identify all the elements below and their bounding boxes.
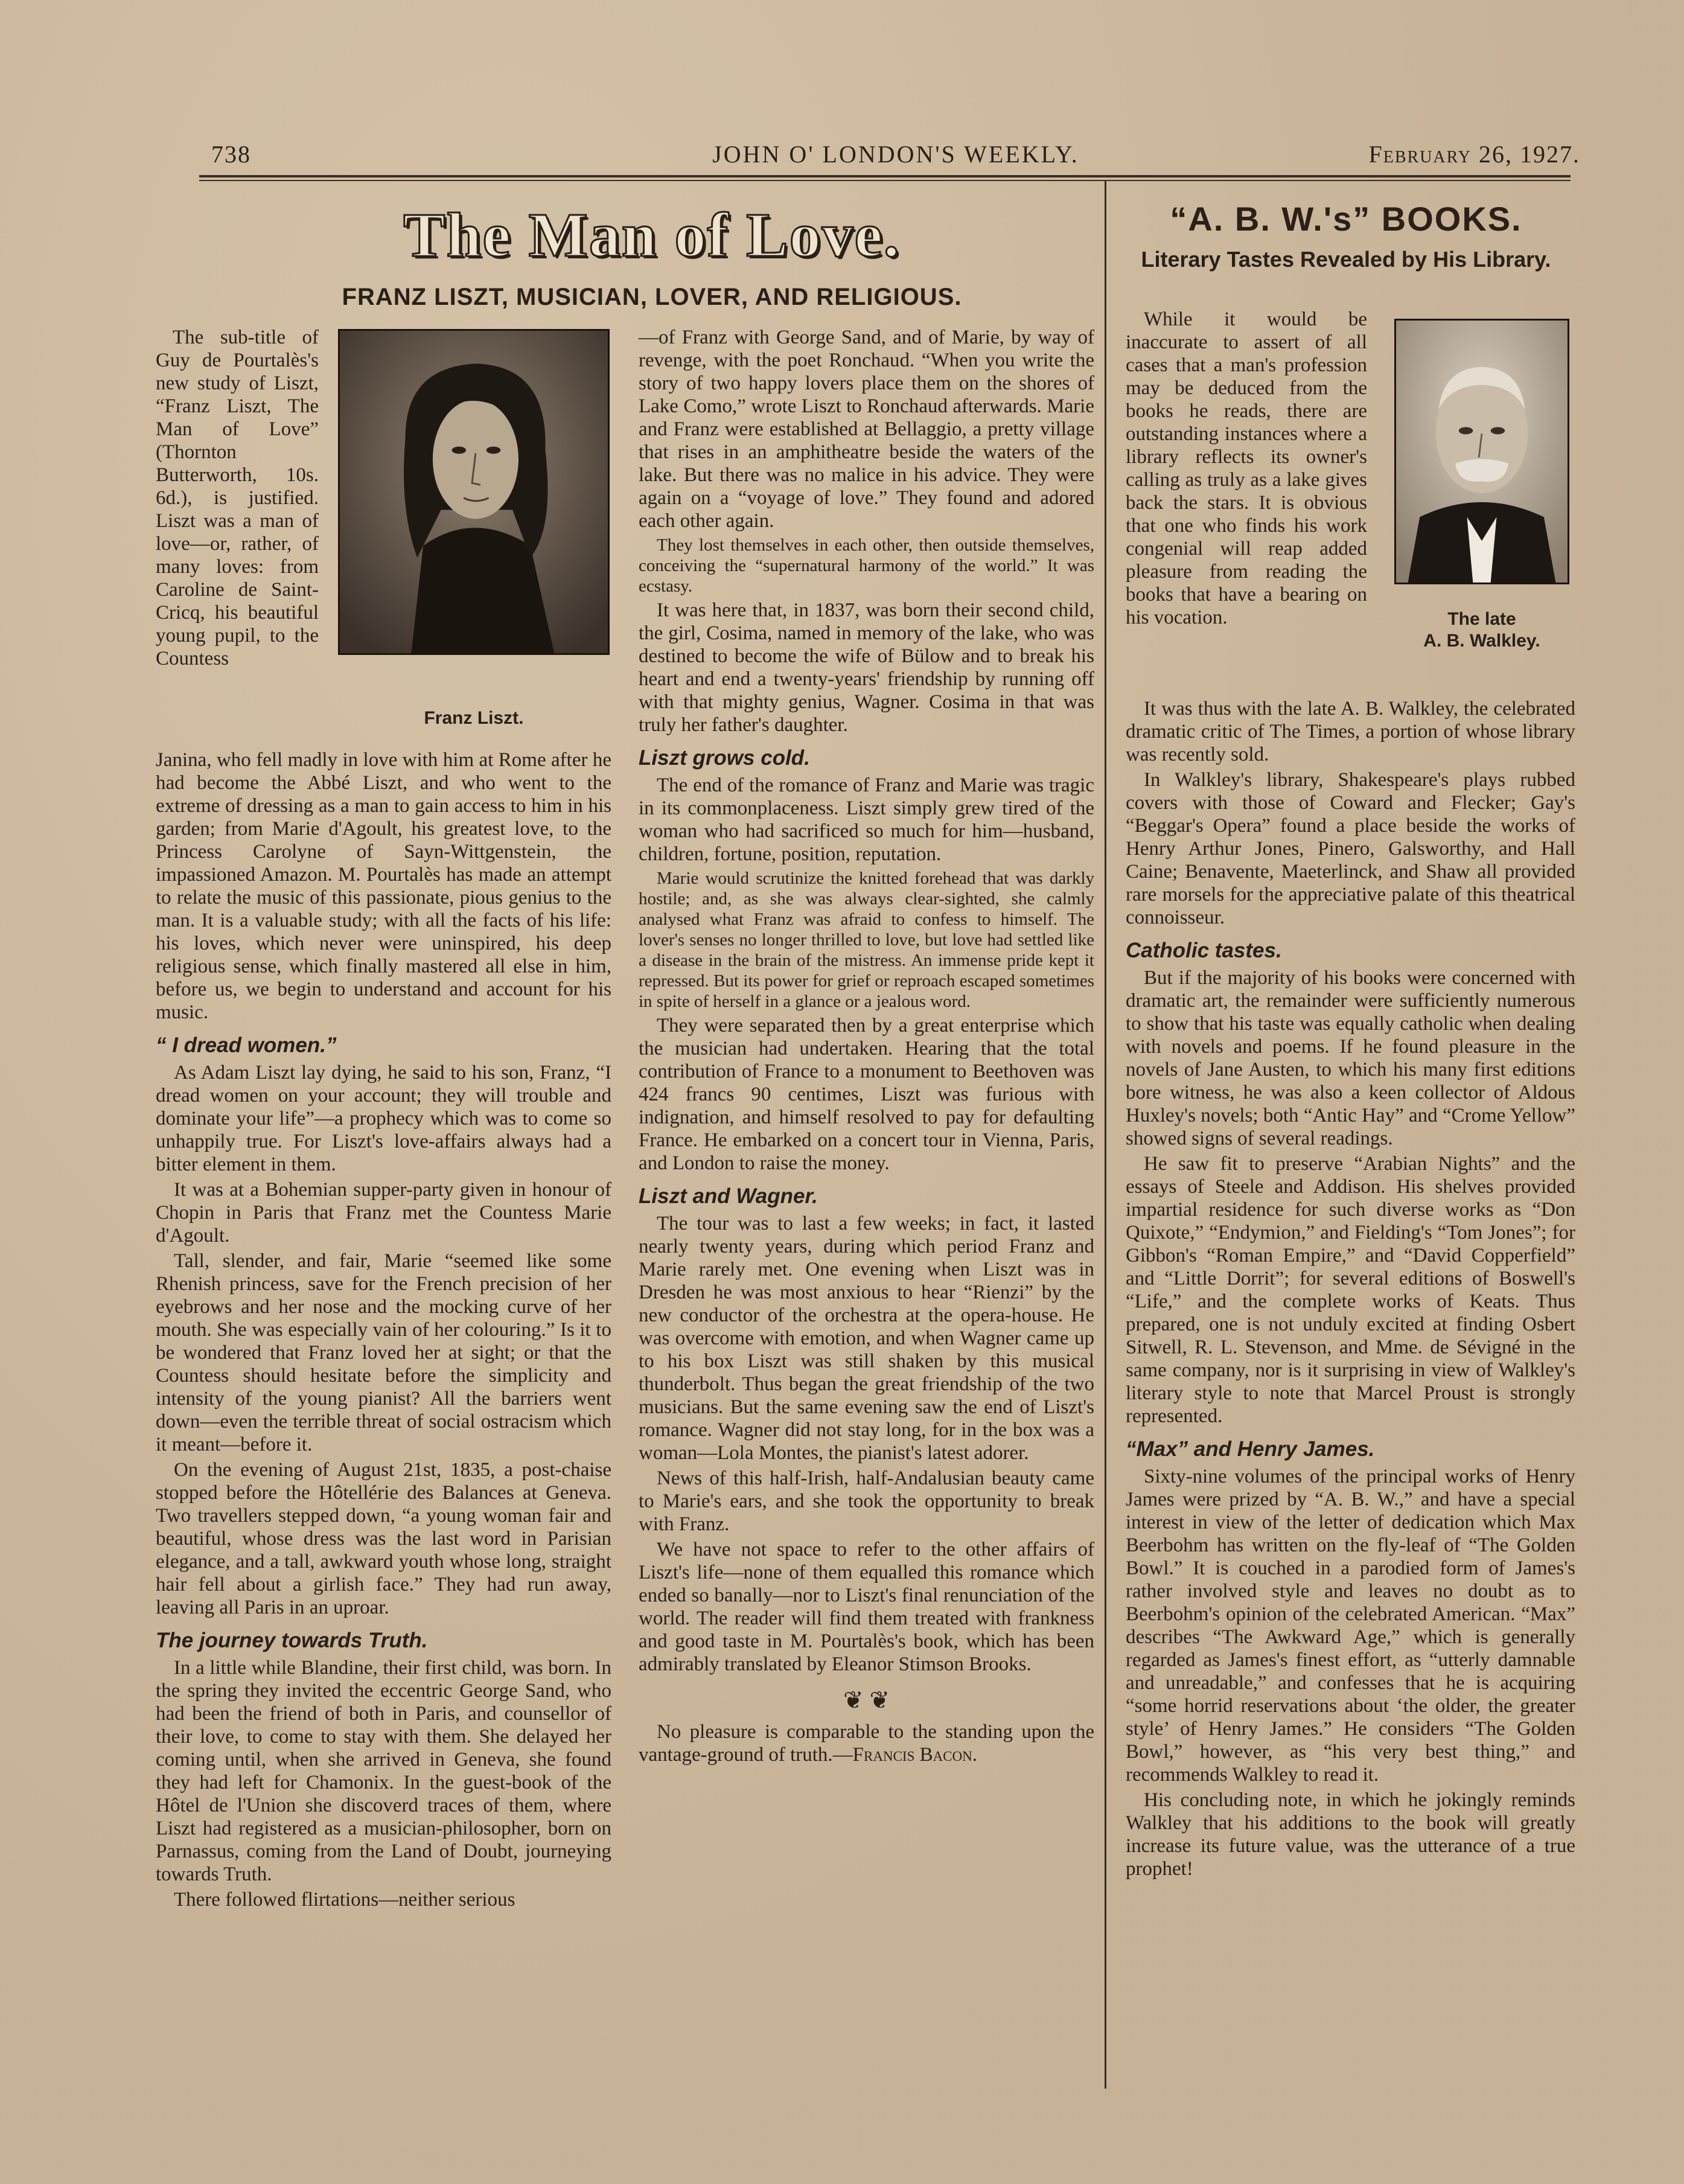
publication-name: JOHN O' LONDON'S WEEKLY.	[712, 141, 1079, 168]
liszt-caption: Franz Liszt.	[424, 708, 524, 728]
page-number: 738	[211, 141, 251, 168]
subheading-dread-women: “ I dread women.”	[156, 1033, 337, 1057]
article-paragraph: They lost themselves in each other, then outside themselves, conceiving the “supernatural harmony of the world.” It was ecstasy.	[639, 535, 1094, 596]
sidebar-subtitle: Literary Tastes Revealed by His Library.	[1141, 247, 1551, 272]
article-title: The Man of Love.	[403, 200, 901, 270]
subheading-liszt-wagner: Liszt and Wagner.	[639, 1184, 818, 1208]
article-subtitle: FRANZ LISZT, MUSICIAN, LOVER, AND RELIGIOUS.	[342, 284, 962, 310]
liszt-portrait	[338, 329, 610, 655]
quote-text: No pleasure is comparable to the standing upon the vantage-ground of truth.—	[639, 1721, 1094, 1766]
walkley-caption-line2: A. B. Walkley.	[1423, 631, 1540, 651]
walkley-caption-line1: The late	[1447, 609, 1516, 629]
sidebar-lead-paragraph: While it would be inaccurate to assert of all cases that a man's profession may be deduced from the books he reads, there are outstanding instances where a library reflects its owner's calling as truly as a lake gives back the stars. It is obvious that one who finds his work congenial will reap added pleasure from reading the books that have a bearing on his vocation.	[1126, 308, 1367, 628]
article-paragraph: The tour was to last a few weeks; in fact, it lasted nearly twenty years, during which period Franz and Marie rarely met. One evening when Liszt was in Dresden he was most anxious to hear “Rienzi” by the new conductor of the orchestra at the opera-house. He was overcome with emotion, and when Wagner came up to his box Liszt was still shaken by this musical thunderbolt. Thus began the great friendship of the two musicians. But the same evening saw the end of Liszt's romance. Wagner did not stay long, for in the box was a woman—Lola Montes, the pianist's latest adorer.	[639, 1213, 1094, 1464]
article-col2	[639, 326, 1094, 1769]
article-paragraph: In a little while Blandine, their first child, was born. In the spring they invited the eccentric George Sand, who had been the friend of both in Paris, and counsellor of their love, to come to stay with them. She delayed her coming until, when she arrived in Geneva, she found they had left for Chamonix. In the guest-book of the Hôtel de l'Union she discoverd traces of them, where Liszt had registered as a musician-philosopher, born on Parnassus, coming from the Land of Doubt, journeying towards Truth.	[156, 1657, 611, 1885]
masthead	[211, 140, 1580, 176]
article-paragraph: The end of the romance of Franz and Marie was tragic in its commonplaceness. Liszt simply grew tired of the woman who had sacrificed so much for him—husband, children, fortune, position, reputation.	[639, 774, 1094, 865]
article-lead-paragraph: The sub-title of Guy de Pourtalès's new study of Liszt, “Franz Liszt, The Man of Love” (Thornton Butterworth, 10s. 6d.), is justified. Liszt was a man of love—or, rather, of many loves: from Caroline de Saint-Cricq, his beautiful young pupil, to the Countess	[156, 327, 319, 669]
article-paragraph: On the evening of August 21st, 1835, a post-chaise stopped before the Hôtellérie des Balances at Geneva. Two travellers stepped down, “a young woman fair and beautiful, whose dress was the last word in Parisian elegance, and a tall, awkward youth whose long, straight hair fell about a girlish face.” They had run away, leaving all Paris in an uproar.	[156, 1459, 611, 1618]
walkley-caption	[1382, 608, 1581, 652]
sidebar-col	[1126, 697, 1575, 1883]
sidebar-paragraph: It was thus with the late A. B. Walkley, the celebrated dramatic critic of The Times, a portion of whose library was recently sold.	[1126, 698, 1575, 765]
article-paragraph: News of this half-Irish, half-Andalusian beauty came to Marie's ears, and she took the opportunity to break with Franz.	[639, 1467, 1094, 1535]
subheading-grows-cold: Liszt grows cold.	[639, 746, 810, 770]
article-paragraph: Marie would scrutinize the knitted forehead that was darkly hostile; and, as she was always clear-sighted, she calmly analysed what Franz was afraid to confess to himself. The lover's senses no longer thrilled to love, but love had settled like a disease in the brain of the mistress. An immense pride kept it repressed. But its power for grief or reproach escaped sometimes in spite of herself in a glance or a jealous word.	[639, 869, 1094, 1011]
subheading-catholic-tastes: Catholic tastes.	[1126, 939, 1282, 962]
article-paragraph: There followed flirtations—neither serious	[174, 1889, 515, 1911]
sidebar-title: “A. B. W.'s” BOOKS.	[1170, 200, 1522, 238]
sidebar-wrap-text	[1126, 308, 1367, 631]
article-paragraph: It was at a Bohemian supper-party given in honour of Chopin in Paris that Franz met the Countess Marie d'Agoult.	[156, 1179, 611, 1247]
article-paragraph: Janina, who fell madly in love with him at Rome after he had become the Abbé Liszt, and who went to the extreme of dressing as a man to gain access to him in his garden; from Marie d'Agoult, his greatest love, to the Princess Carolyne of Sayn-Wittgenstein, the impassioned Amazon. M. Pourtalès has made an attempt to relate the music of this passionate, pious genius to the man. It is a valuable study; with all the facts of his life: his loves, which never were uninspired, his deep religious sense, which finally mastered all else in him, before us, we begin to understand and account for his music.	[156, 749, 611, 1023]
subheading-max-henry-james: “Max” and Henry James.	[1126, 1437, 1375, 1461]
article-col1-wrap	[156, 326, 319, 672]
sidebar-paragraph: His concluding note, in which he jokingly reminds Walkley that his additions to the book will greatly increase its future value, was the utterance of a true prophet!	[1126, 1789, 1575, 1880]
walkley-portrait	[1394, 319, 1569, 584]
article-paragraph: —of Franz with George Sand, and of Marie, by way of revenge, with the poet Ronchaud. “When you write the story of two happy lovers place them on the shores of Lake Como,” wrote Liszt to Ronchaud afterwards. Marie and Franz were established at Bellaggio, a pretty village that rises in an amphitheatre beside the waters of the lake. But there was no malice in his advice. They were again on a “voyage of love.” They found and adored each other again.	[639, 327, 1094, 532]
sidebar-paragraph: But if the majority of his books were concerned with dramatic art, the remainder were sufficiently numerous to show that his taste was equally catholic when dealing with novels and poems. If he found pleasure in the novels of Jane Austen, to which his many first editions bore witness, he was also a keen collector of Aldous Huxley's novels; both “Antic Hay” and “Crome Yellow” showed signs of several readings.	[1126, 967, 1575, 1149]
header-rule-thin	[199, 180, 1571, 181]
article-paragraph: It was here that, in 1837, was born their second child, the girl, Cosima, named in memory of the lake, who was destined to become the wife of Bülow and to break his heart and end a twenty-years' friendship by running off with that mighty genius, Wagner. Cosima in that was truly her father's daughter.	[639, 599, 1094, 736]
sidebar-paragraph: In Walkley's library, Shakespeare's plays rubbed covers with those of Coward and Flecker; Gay's “Beggar's Opera” found a place beside the works of Henry Arthur Jones, Pinero, Galsworthy, and Hall Caine; Benavente, Maeterlinck, and Shaw all provided rare morsels for the appreciative palate of this theatrical connoisseur.	[1126, 769, 1575, 928]
article-paragraph: As Adam Liszt lay dying, he said to his son, Franz, “I dread women on your account; they will trouble and dominate your life”—a prophecy which was to come so unhappily true. For Liszt's love-affairs always had a bitter element in them.	[156, 1062, 611, 1175]
sidebar-paragraph: Sixty-nine volumes of the principal works of Henry James were prized by “A. B. W.,” and have a special interest in view of the letter of dedication which Max Beerbohm has written on the fly-leaf of “The Golden Bowl.” It is couched in a parodied form of James's rather involved style and leaves no doubt as to Beerbohm's opinion of the celebrated American. “Max” describes “The Awkward Age,” which is generally regarded as James's finest effort, as “utterly damnable and unreadable,” and confesses that he is acquiring “some horrid reservations about ‘the older, the greater style’ of Henry James.” He considers “The Golden Bowl,” however, as “his very best thing,” and recommends Walkley to read it.	[1126, 1466, 1575, 1786]
issue-date: February 26, 1927.	[1368, 141, 1580, 168]
article-col1	[156, 749, 611, 1914]
column-divider	[1105, 181, 1106, 2089]
fleuron-ornament: ❦ ❦	[843, 1687, 890, 1714]
quote-author: Francis Bacon.	[852, 1744, 978, 1766]
article-paragraph: They were separated then by a great enterprise which the musician had undertaken. Hearing that the total contribution of France to a monument to Beethoven was 424 francs 90 centimes, Liszt was furious with indignation, and himself resolved to pay for defaulting France. He embarked on a concert tour in Vienna, Paris, and London to raise the money.	[639, 1015, 1094, 1174]
closing-quote	[639, 1720, 1094, 1766]
sidebar-paragraph: He saw fit to preserve “Arabian Nights” and the essays of Steele and Addison. His shelves provided impartial residence for such diverse works as “Don Quixote,” “Endymion,” and Fielding's “Tom Jones”; for Gibbon's “Roman Empire,” and “David Copperfield” and “Little Dorrit”; for several editions of Boswell's “Life,” and the complete works of Keats. Thus prepared, one is not unduly excited at finding Osbert Sitwell, R. L. Stevenson, and Mme. de Sévigné in the same company, nor is it surprising in view of Walkley's literary style to note that Marcel Proust is strongly represented.	[1126, 1153, 1575, 1427]
header-rule	[199, 175, 1571, 177]
article-paragraph: We have not space to refer to the other affairs of Liszt's life—none of them equalled this romance which ended so banally—nor to Liszt's final renunciation of the world. The reader will find them treated with frankness and good taste in M. Pourtalès's book, which has been admirably translated by Eleanor Stimson Brooks.	[639, 1539, 1094, 1675]
subheading-journey: The journey towards Truth.	[156, 1629, 428, 1652]
article-paragraph: Tall, slender, and fair, Marie “seemed like some Rhenish princess, save for the French precision of her eyebrows and her nose and the mocking curve of her mouth. She was especially vain of her colouring.” Is it to be wondered that Franz loved her at sight; or that the Countess should hesitate before the simplicity and intensity of the young pianist? All the barriers went down—even the terrible threat of social ostracism which it meant—before it.	[156, 1250, 611, 1455]
